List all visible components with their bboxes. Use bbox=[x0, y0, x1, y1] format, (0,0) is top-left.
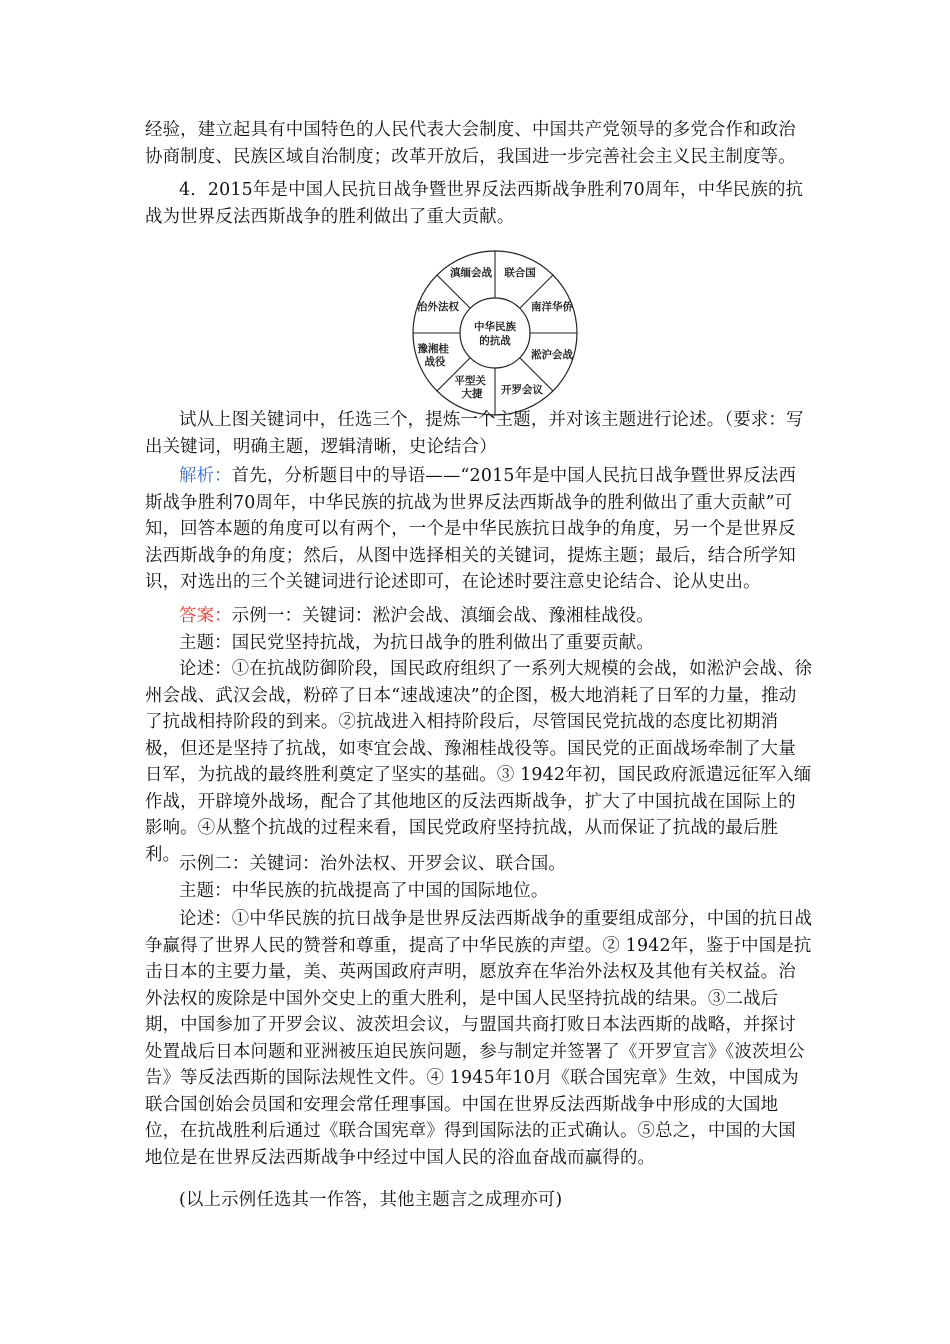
segment-label: 平型关 大捷 bbox=[454, 375, 486, 400]
analysis-text: 首先，分析题目中的导语——“2015年是中国人民抗日战争暨世界反法西斯战争胜利70周年，中华民族的抗战为世界反法西斯战争的胜利做出了重大贡献”可知，回答本题的角度可以有两个，一个是中华民族抗日战争的角度，另一个是世界反法西斯战争的角度；然后，从图中选择相关的关键词，提炼主题；最后，结合所学知识，对选出的三个关键词进行论述即可，在论述时要注意史论结合、论从史出。 bbox=[145, 466, 797, 592]
answer-example1-keywords: 答案：示例一：关键词：淞沪会战、滇缅会战、豫湘桂战役。 bbox=[179, 606, 654, 626]
analysis-paragraph bbox=[145, 463, 813, 596]
segment-label: 治外法权 bbox=[417, 301, 459, 313]
answer-example2-theme: 主题：中华民族的抗战提高了中国的国际地位。 bbox=[179, 881, 549, 901]
keyword-wheel-figure bbox=[410, 248, 580, 418]
segment-label: 开罗会议 bbox=[501, 384, 543, 396]
answer-example1-discussion: 论述：①在抗战防御阶段，国民政府组织了一系列大规模的会战，如淞沪会战、徐州会战、武汉会战，粉碎了日本“速战速决”的企图，极大地消耗了日军的力量，推动了抗战相持阶段的到来。②抗战进入相持阶段后，尽管国民党抗战的态度比初期消极，但还是坚持了抗战，如枣宜会战、豫湘桂战役等。国民党的正面战场牵制了大量日军，为抗战的最终胜利奠定了坚实的基础。③ 1942年初，国民政府派遣远征军入缅作战，开辟境外战场，配合了其他地区的反法西斯战争，扩大了中国抗战在国际上的影响。④从整个抗战的过程来看，国民党政府坚持抗战，从而保证了抗战的最后胜利。 bbox=[145, 659, 813, 865]
answer-example1-theme: 主题：国民党坚持抗战，为抗日战争的胜利做出了重要贡献。 bbox=[179, 633, 654, 653]
answer-label: 答案： bbox=[179, 606, 232, 626]
center-label-line2: 的抗战 bbox=[479, 335, 511, 347]
center-circle bbox=[460, 298, 530, 368]
segment-label: 联合国 bbox=[504, 267, 536, 279]
segment-label: 淞沪会战 bbox=[531, 349, 573, 361]
intro-paragraph: 经验，建立起具有中国特色的人民代表大会制度、中国共产党领导的多党合作和政治协商制度、民族区域自治制度；改革开放后，我国进一步完善社会主义民主制度等。 bbox=[145, 120, 796, 167]
question-stem: 4．2015年是中国人民抗日战争暨世界反法西斯战争胜利70周年，中华民族的抗战为世界反法西斯战争的胜利做出了重大贡献。 bbox=[145, 180, 804, 227]
center-label-line1: 中华民族 bbox=[474, 321, 516, 333]
segment-label: 滇缅会战 bbox=[450, 267, 492, 279]
question-task: 试从上图关键词中，任选三个，提炼一个主题，并对该主题进行论述。（要求：写出关键词，明确主题，逻辑清晰，史论结合） bbox=[145, 410, 804, 457]
answer-example2-keywords: 示例二：关键词：治外法权、开罗会议、联合国。 bbox=[179, 854, 566, 874]
analysis-label: 解析： bbox=[179, 466, 232, 486]
segment-label: 豫湘桂 战役 bbox=[417, 343, 449, 368]
answer-example2-discussion: 论述：①中华民族的抗日战争是世界反法西斯战争的重要组成部分，中国的抗日战争赢得了世界人民的赞誉和尊重，提高了中华民族的声望。② 1942年，鉴于中国是抗击日本的主要力量，美、英两国政府声明，愿放弃在华治外法权及其他有关权益。治外法权的废除是中国外交史上的重大胜利，是中国人民坚持抗战的结果。③二战后期，中国参加了开罗会议、波茨坦会议，与盟国共商打败日本法西斯的战略，并探讨处置战后日本问题和亚洲被压迫民族问题，参与制定并签署了《开罗宣言》《波茨坦公告》等反法西斯的国际法规性文件。④ 1945年10月《联合国宪章》生效，中国成为联合国创始会员国和安理会常任理事国。中国在世界反法西斯战争中形成的大国地位，在抗战胜利后通过《联合国宪章》得到国际法的正式确认。⑤总之，中国的大国地位是在世界反法西斯战争中经过中国人民的浴血奋战而赢得的。 bbox=[145, 909, 813, 1168]
segment-label: 南洋华侨 bbox=[531, 301, 573, 313]
answer-note: (以上示例任选其一作答，其他主题言之成理亦可) bbox=[179, 1190, 563, 1210]
